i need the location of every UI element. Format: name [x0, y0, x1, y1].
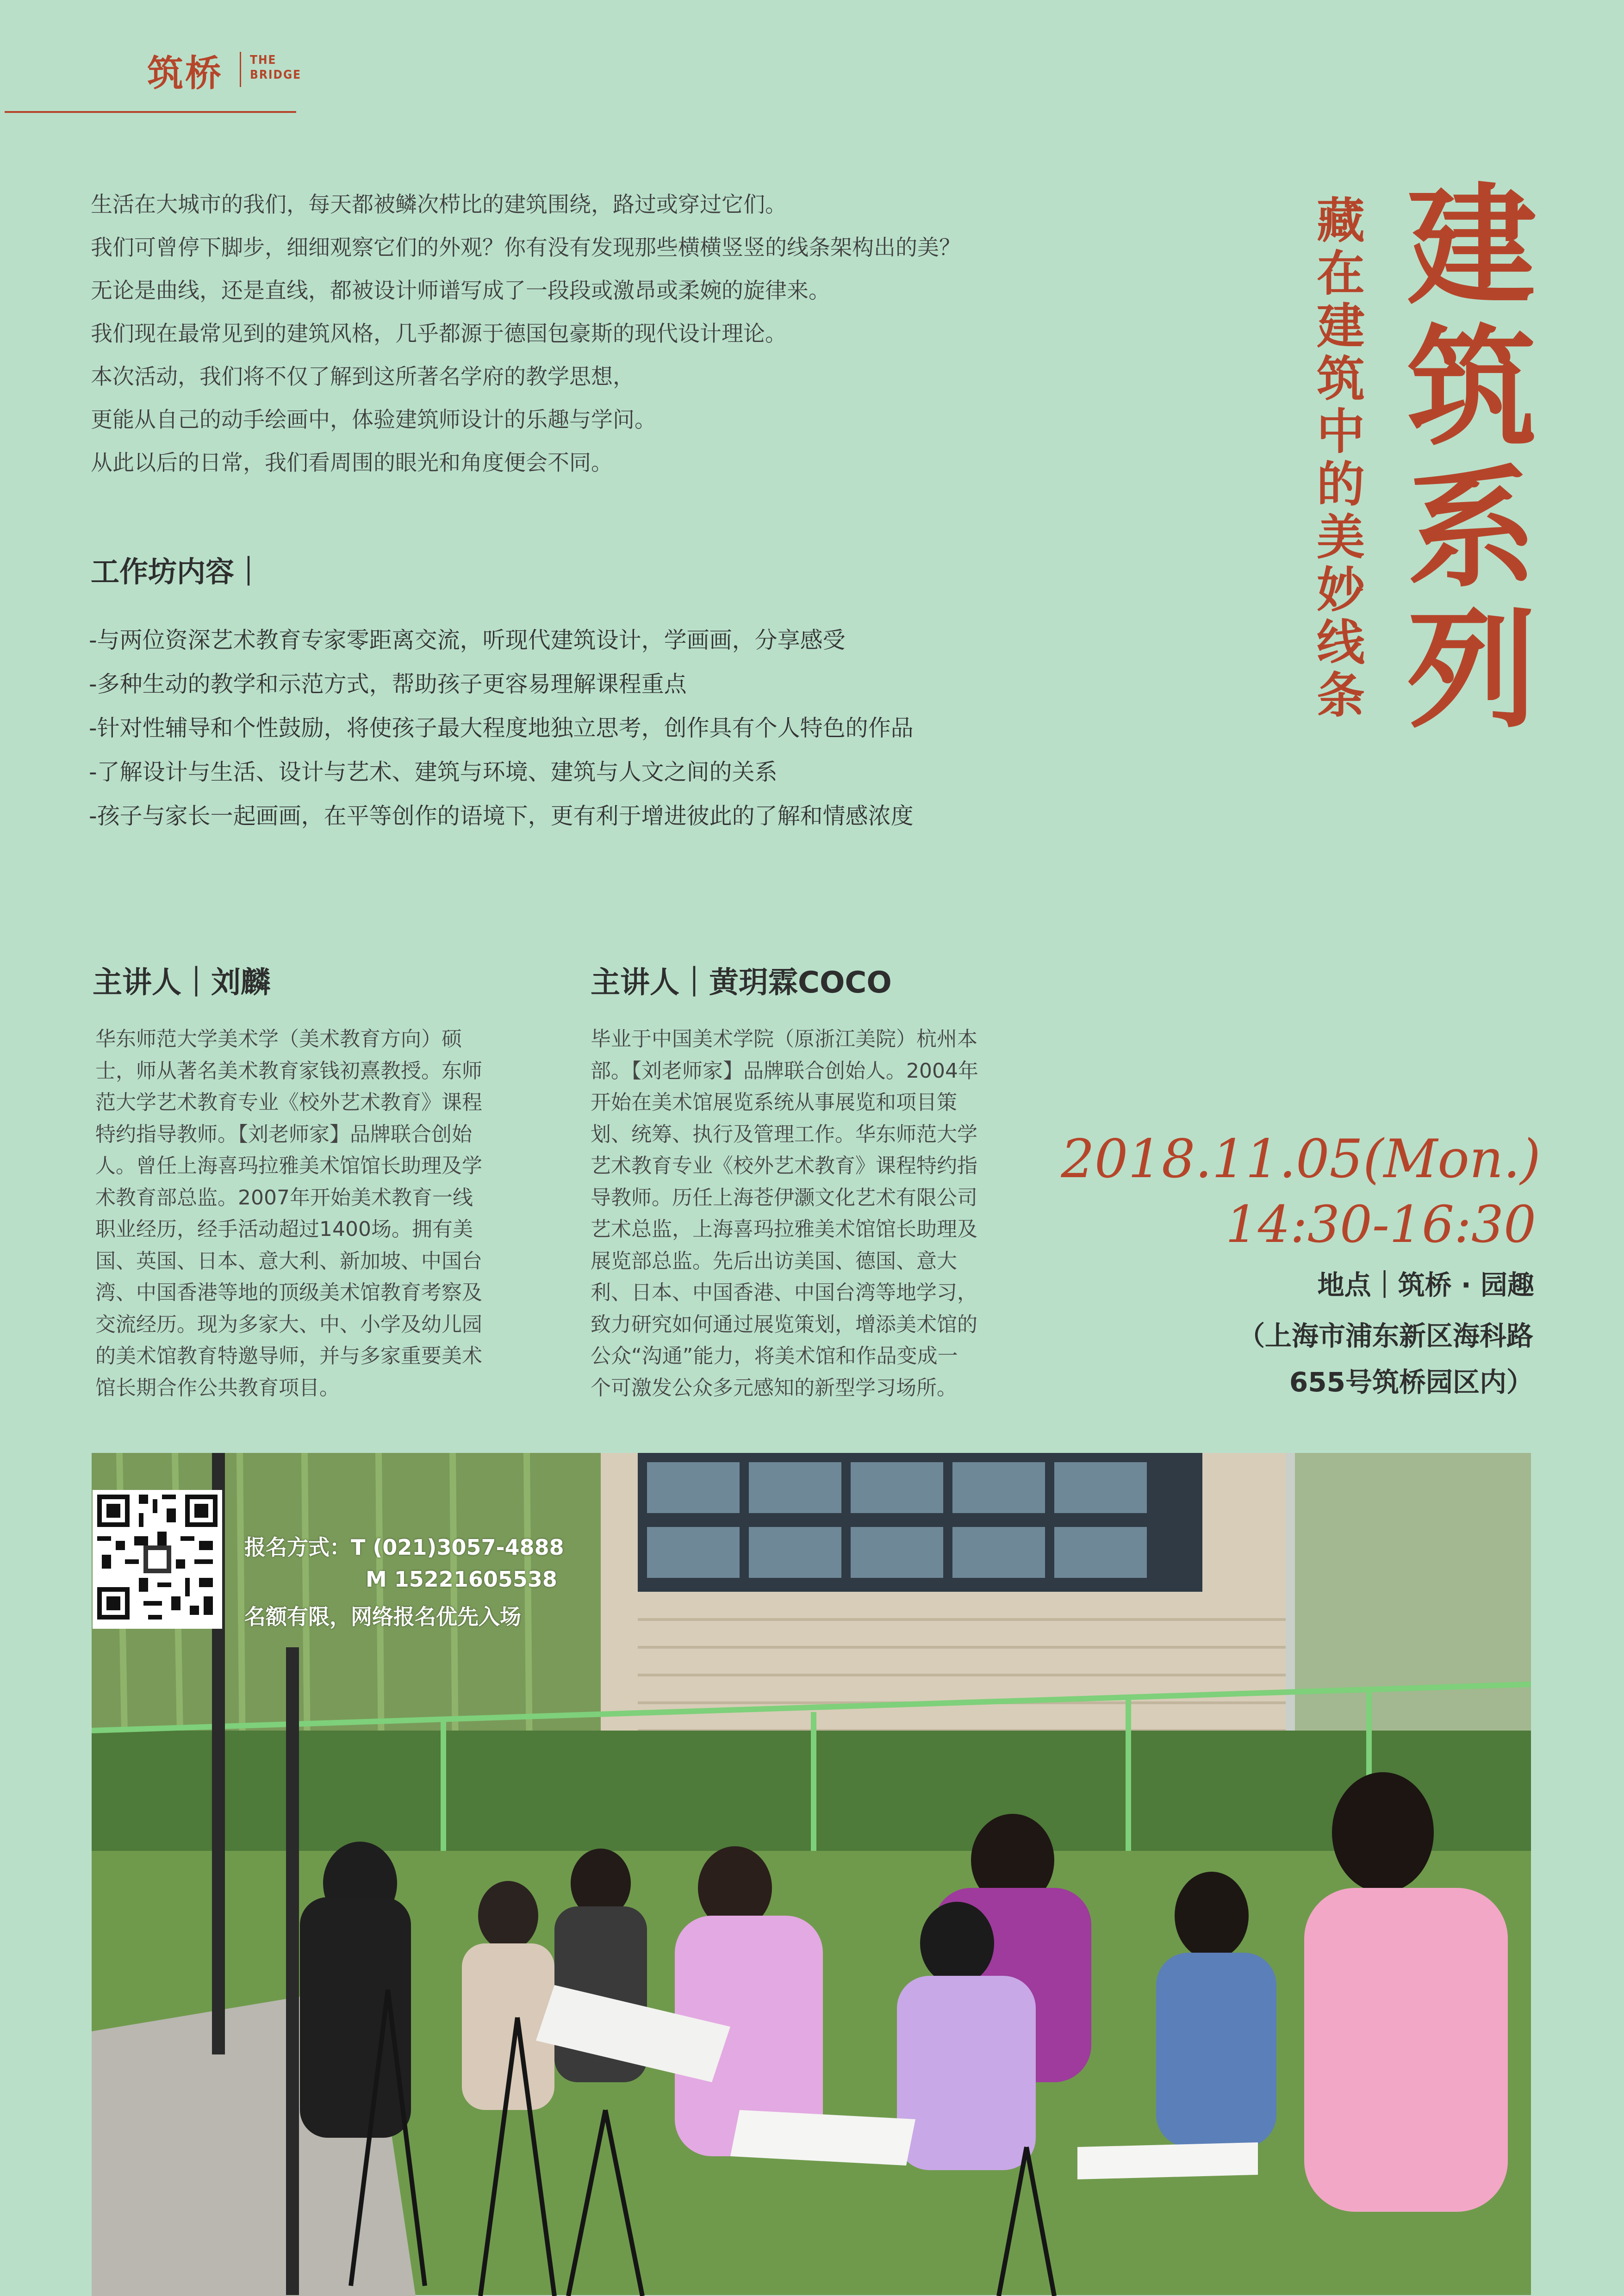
sub-title-char: 妙 [1316, 561, 1365, 618]
bio-line: 特约指导教师。【刘老师家】品牌联合创始 [95, 1122, 472, 1146]
bio-line: 交流经历。现为多家大、中、小学及幼儿园 [95, 1312, 482, 1336]
bio-line: 湾、中国香港等地的顶级美术馆教育考察及 [95, 1281, 482, 1304]
bio-line: 部。【刘老师家】品牌联合创始人。2004年 [591, 1059, 978, 1083]
registration-mobile: M 15221605538 [366, 1567, 557, 1592]
qr-code[interactable] [93, 1490, 222, 1629]
event-venue: 地点｜筑桥 · 园趣 [1317, 1269, 1534, 1301]
main-title-char: 系 [1407, 453, 1537, 605]
sub-title-char: 线 [1316, 614, 1365, 671]
header-rule [5, 111, 296, 113]
sub-title-char: 条 [1316, 667, 1365, 724]
bio-line: 的美术馆教育特邀导师，并与多家重要美术 [95, 1344, 482, 1368]
workshop-item: -针对性辅导和个性鼓励，将使孩子最大程度地独立思考，创作具有个人特色的作品 [89, 715, 914, 741]
logo-wordmark: 筑桥 [147, 52, 224, 94]
sub-title-char: 建 [1316, 298, 1365, 354]
bio-line: 艺术教育专业《校外艺术教育》课程特约指 [591, 1154, 977, 1178]
intro-line: 从此以后的日常，我们看周围的眼光和角度便会不同。 [91, 450, 613, 476]
logo-english-line2: BRIDGE [250, 68, 302, 82]
speaker-2-bio [591, 1024, 1049, 1404]
sub-title-char: 美 [1316, 509, 1365, 565]
bio-line: 公众“沟通”能力，将美术馆和作品变成一 [591, 1344, 958, 1368]
intro-line: 无论是曲线，还是直线，都被设计师谱写成了一段段或激昂或柔婉的旋律来。 [91, 278, 830, 304]
bio-line: 毕业于中国美术学院（原浙江美院）杭州本 [591, 1027, 977, 1051]
intro-line: 生活在大城市的我们，每天都被鳞次栉比的建筑围绕，路过或穿过它们。 [91, 192, 787, 217]
sub-title-char: 筑 [1316, 350, 1365, 407]
bio-line: 艺术总监，上海喜玛拉雅美术馆馆长助理及 [591, 1217, 977, 1241]
workshop-item: -孩子与家长一起画画，在平等创作的语境下，更有利于增进彼此的了解和情感浓度 [89, 803, 914, 829]
event-time: 14:30-16:30 [1225, 1195, 1536, 1254]
bio-line: 利、日本、中国香港、中国台湾等地学习， [591, 1281, 977, 1304]
bio-line: 划、统筹、执行及管理工作。华东师范大学 [591, 1122, 977, 1146]
bio-line: 馆长期合作公共教育项目。 [95, 1376, 340, 1400]
speaker-2-heading: 主讲人｜黄玥霖COCO [591, 966, 892, 1000]
main-title-char: 筑 [1407, 311, 1537, 464]
sub-title-char: 的 [1316, 456, 1365, 513]
bio-line: 展览部总监。先后出访美国、德国、意大 [591, 1249, 957, 1273]
workshop-item: -了解设计与生活、设计与艺术、建筑与环境、建筑与人文之间的关系 [89, 759, 778, 785]
intro-line: 本次活动，我们将不仅了解到这所著名学府的教学思想， [91, 364, 635, 390]
speaker-1-heading: 主讲人｜刘麟 [93, 966, 270, 1000]
main-title-char: 列 [1407, 594, 1537, 746]
bio-line: 术教育部总监。2007年开始美术教育一线 [95, 1185, 473, 1210]
sub-title-char: 在 [1316, 245, 1365, 302]
event-address-line2: 655号筑桥园区内） [1289, 1366, 1533, 1398]
event-date: 2018.11.05(Mon.) [1061, 1128, 1541, 1190]
bio-line: 开始在美术馆展览系统从事展览和项目策 [591, 1091, 957, 1114]
bio-line: 职业经历，经手活动超过1400场。拥有美 [95, 1217, 473, 1241]
bio-line: 国、英国、日本、意大利、新加坡、中国台 [95, 1249, 482, 1273]
speaker-1-bio [95, 1024, 554, 1404]
intro-paragraph [91, 183, 1201, 484]
bio-line: 致力研究如何通过展览策划，增添美术馆的 [591, 1312, 977, 1336]
event-photo [92, 1453, 1531, 2296]
sub-title-char: 藏 [1316, 192, 1365, 249]
workshop-heading: 工作坊内容｜ [91, 555, 263, 589]
logo-english-line1: THE [250, 53, 277, 67]
workshop-item: -与两位资深艺术教育专家零距离交流，听现代建筑设计，学画画，分享感受 [89, 627, 846, 653]
workshop-list [89, 618, 1200, 838]
event-address-line1: （上海市浦东新区海科路 [1238, 1320, 1533, 1352]
registration-note: 名额有限，网络报名优先入场 [244, 1604, 521, 1629]
intro-line: 我们可曾停下脚步，细细观察它们的外观？你有没有发现那些横横竖竖的线条架构出的美？ [91, 235, 961, 261]
logo-english [250, 53, 301, 82]
bio-line: 个可激发公众多元感知的新型学习场所。 [591, 1376, 957, 1400]
bio-line: 导教师。历任上海苍伊灏文化艺术有限公司 [591, 1185, 977, 1210]
bio-line: 士，师从著名美术教育家钱初熹教授。东师 [95, 1059, 482, 1083]
bio-line: 华东师范大学美术学（美术教育方向）硕 [95, 1027, 462, 1051]
intro-line: 更能从自己的动手绘画中，体验建筑师设计的乐趣与学问。 [91, 407, 656, 433]
sub-title [1311, 194, 1371, 722]
registration-phone: 报名方式：T (021)3057-4888 [244, 1535, 564, 1560]
bio-line: 人。曾任上海喜玛拉雅美术馆馆长助理及学 [95, 1154, 482, 1178]
main-title [1407, 170, 1537, 746]
logo-divider [240, 52, 241, 87]
main-title-char: 建 [1407, 170, 1537, 323]
workshop-item: -多种生动的教学和示范方式，帮助孩子更容易理解课程重点 [89, 671, 687, 697]
intro-line: 我们现在最常见到的建筑风格，几乎都源于德国包豪斯的现代设计理论。 [91, 321, 787, 347]
sub-title-char: 中 [1316, 403, 1365, 460]
bio-line: 范大学艺术教育专业《校外艺术教育》课程 [95, 1091, 482, 1114]
